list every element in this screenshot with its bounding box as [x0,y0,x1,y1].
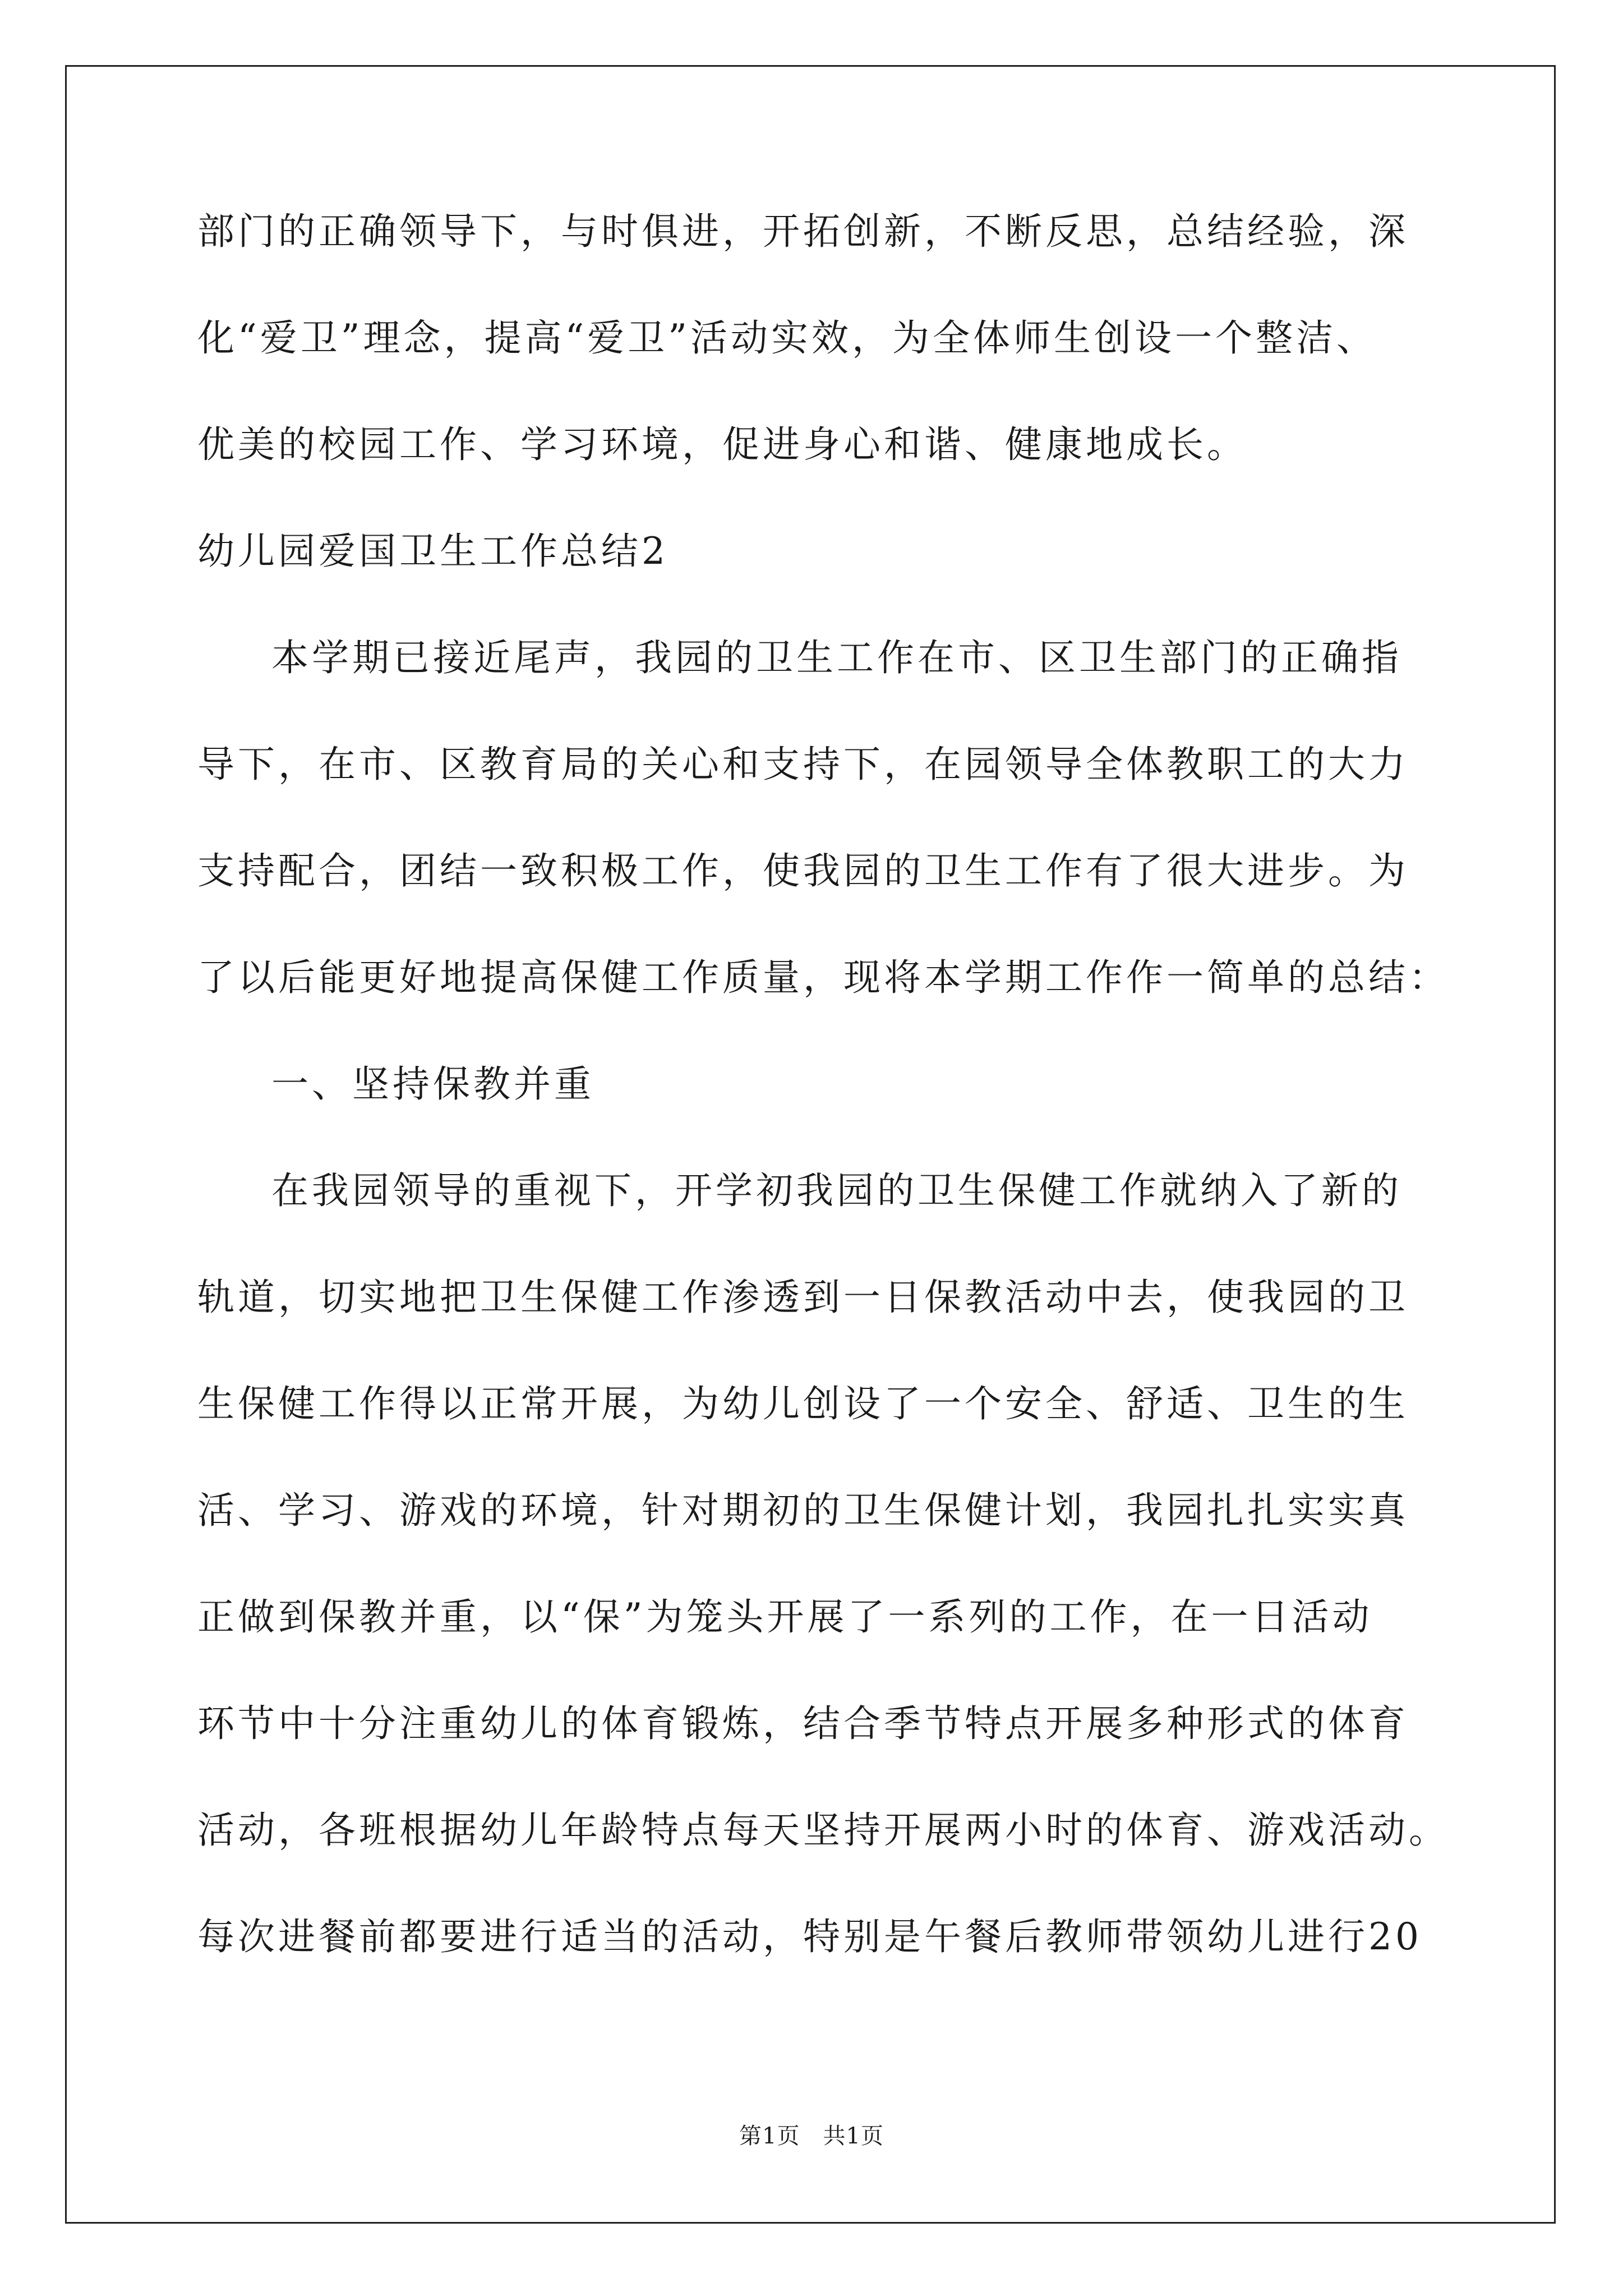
text-line: 在我园领导的重视下，开学初我园的卫生保健工作就纳入了新的 [271,1169,1402,1212]
text-line: 活动，各班根据幼儿年龄特点每天坚持开展两小时的体育、游戏活动。 [197,1809,1449,1852]
text-line: 轨道，切实地把卫生保健工作渗透到一日保教活动中去，使我园的卫 [197,1276,1409,1319]
text-line: 部门的正确领导下，与时俱进，开拓创新，不断反思，总结经验，深 [197,210,1409,253]
text-line: 每次进餐前都要进行适当的活动，特别是午餐后教师带领幼儿进行20 [197,1915,1422,1958]
page-number-footer: 第1页 共1页 [739,2123,884,2149]
text-line: 正做到保教并重，以“保”为笼头开展了一系列的工作，在一日活动 [197,1595,1373,1639]
text-line: 支持配合，团结一致积极工作，使我园的卫生工作有了很大进步。为 [197,849,1409,892]
text-line: 了以后能更好地提高保健工作质量，现将本学期工作作一简单的总结： [197,956,1449,999]
text-line: 一、坚持保教并重 [271,1062,594,1106]
text-line: 生保健工作得以正常开展，为幼儿创设了一个安全、舒适、卫生的生 [197,1382,1409,1425]
text-line: 化“爱卫”理念，提高“爱卫”活动实效，为全体师生创设一个整洁、 [197,316,1377,360]
document-body [197,210,1449,2025]
text-line: 优美的校园工作、学习环境，促进身心和谐、健康地成长。 [197,423,1247,466]
text-line: 导下，在市、区教育局的关心和支持下，在园领导全体教职工的大力 [197,743,1409,786]
text-line: 幼儿园爱国卫生工作总结2 [197,530,668,573]
text-line: 环节中十分注重幼儿的体育锻炼，结合季节特点开展多种形式的体育 [197,1702,1409,1745]
text-line: 活、学习、游戏的环境，针对期初的卫生保健计划，我园扎扎实实真 [197,1489,1409,1532]
text-line: 本学期已接近尾声，我园的卫生工作在市、区卫生部门的正确指 [271,636,1402,679]
